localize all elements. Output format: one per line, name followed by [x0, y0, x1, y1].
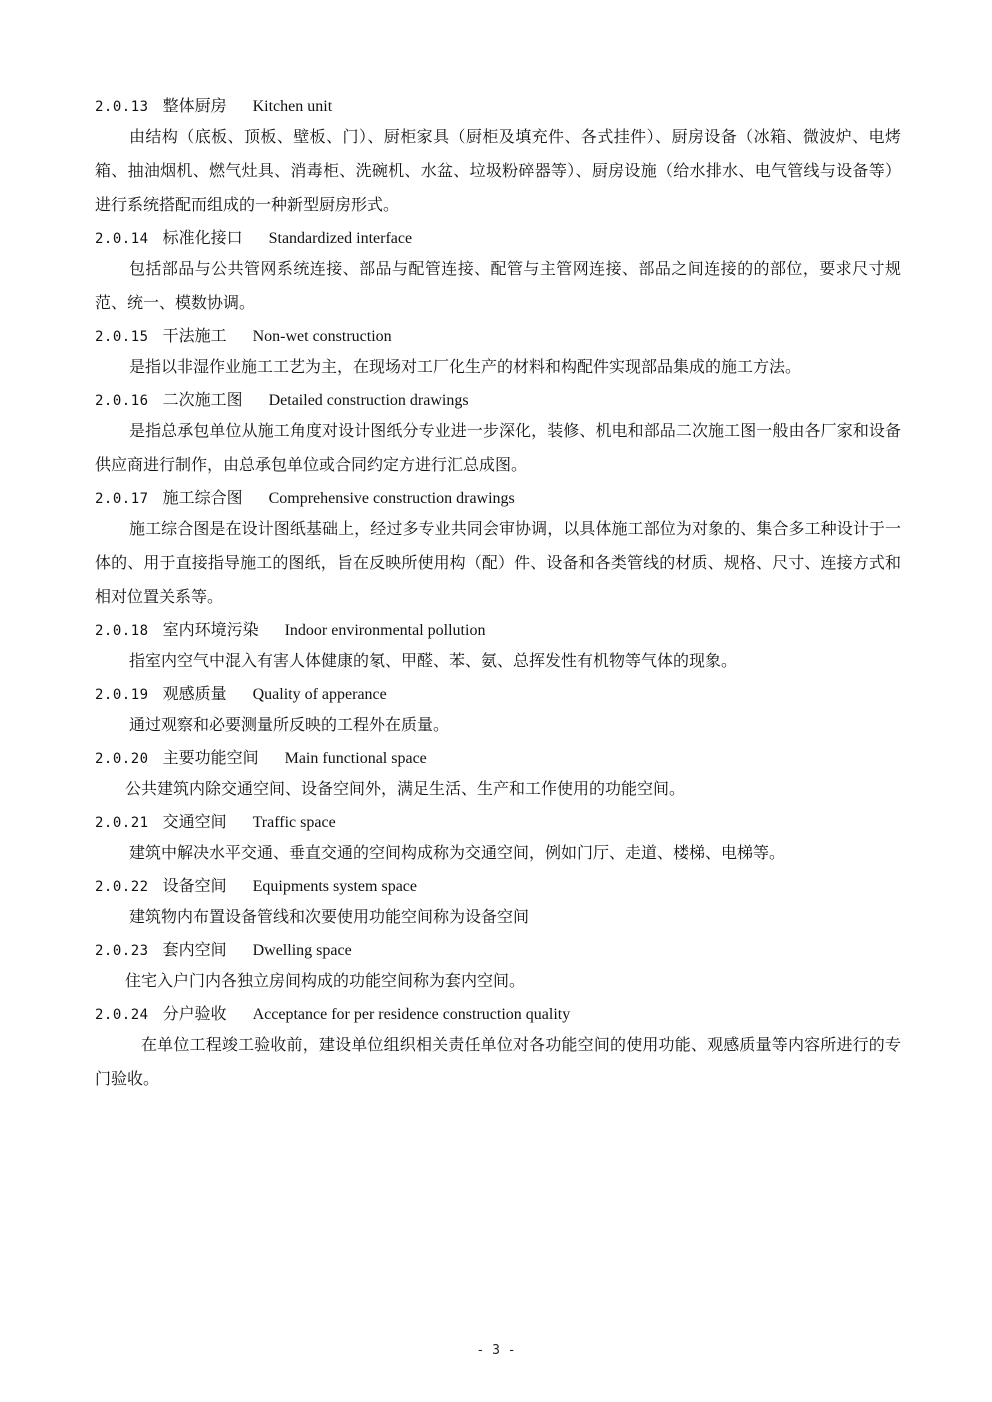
term-chinese-name: 施工综合图	[162, 488, 243, 507]
term-number: 2.0.14	[95, 231, 149, 247]
term-number: 2.0.23	[95, 943, 149, 959]
term-heading	[95, 616, 901, 644]
term-entry	[95, 386, 901, 484]
page-number: - 3 -	[476, 1343, 516, 1358]
term-entry	[95, 680, 901, 744]
term-definition: 包括部品与公共管网系统连接、部品与配管连接、配管与主管网连接、部品之间连接的的部位，要求尺寸规范、统一、模数协调。	[95, 259, 901, 312]
term-heading	[95, 744, 901, 772]
term-heading	[95, 386, 901, 414]
term-english-name: Dwelling space	[252, 942, 352, 959]
term-number: 2.0.21	[95, 815, 149, 831]
term-english-name: Detailed construction drawings	[268, 392, 469, 409]
term-entry	[95, 872, 901, 936]
term-chinese-name: 主要功能空间	[162, 748, 259, 767]
term-heading	[95, 484, 901, 512]
term-entry	[95, 808, 901, 872]
term-english-name: Standardized interface	[268, 230, 413, 247]
term-heading	[95, 92, 901, 120]
term-definition: 是指以非湿作业施工工艺为主，在现场对工厂化生产的材料和构配件实现部品集成的施工方法。	[129, 357, 802, 376]
term-chinese-name: 室内环境污染	[162, 620, 259, 639]
term-english-name: Non-wet construction	[252, 328, 392, 345]
term-entry	[95, 484, 901, 616]
term-number: 2.0.16	[95, 393, 149, 409]
term-chinese-name: 标准化接口	[162, 228, 243, 247]
term-definition: 指室内空气中混入有害人体健康的氡、甲醛、苯、氨、总挥发性有机物等气体的现象。	[129, 651, 738, 670]
term-entry	[95, 616, 901, 680]
term-english-name: Kitchen unit	[252, 98, 333, 115]
term-definition: 由结构（底板、顶板、壁板、门）、厨柜家具（厨柜及填充件、各式挂件）、厨房设备（冰箱、微波炉、电烤箱、抽油烟机、燃气灶具、消毒柜、洗碗机、水盆、垃圾粉碎器等）、厨房设施（给水排水、电气管线与设备等）进行系统搭配而组成的一种新型厨房形式。	[95, 127, 901, 214]
term-entry	[95, 936, 901, 1000]
term-english-name: Equipments system space	[252, 878, 418, 895]
term-chinese-name: 二次施工图	[162, 390, 243, 409]
term-definition: 建筑中解决水平交通、垂直交通的空间构成称为交通空间，例如门厅、走道、楼梯、电梯等。	[129, 843, 786, 862]
term-chinese-name: 交通空间	[162, 812, 227, 831]
term-chinese-name: 分户验收	[162, 1004, 227, 1023]
term-definition: 建筑物内布置设备管线和次要使用功能空间称为设备空间	[129, 907, 530, 926]
term-heading	[95, 680, 901, 708]
term-number: 2.0.22	[95, 879, 149, 895]
term-definition: 在单位工程竣工验收前，建设单位组织相关责任单位对各功能空间的使用功能、观感质量等内容所进行的专门验收。	[95, 1035, 901, 1088]
term-number: 2.0.20	[95, 751, 149, 767]
term-heading	[95, 322, 901, 350]
term-definition: 是指总承包单位从施工角度对设计图纸分专业进一步深化，装修、机电和部品二次施工图一般由各厂家和设备供应商进行制作，由总承包单位或合同约定方进行汇总成图。	[95, 421, 901, 474]
term-number: 2.0.13	[95, 99, 149, 115]
term-english-name: Traffic space	[252, 814, 336, 831]
term-number: 2.0.19	[95, 687, 149, 703]
term-entry	[95, 1000, 901, 1098]
term-chinese-name: 整体厨房	[162, 96, 227, 115]
term-english-name: Acceptance for per residence construction quality	[252, 1006, 571, 1023]
term-definition: 施工综合图是在设计图纸基础上，经过多专业共同会审协调，以具体施工部位为对象的、集合多工种设计于一体的、用于直接指导施工的图纸，旨在反映所使用构（配）件、设备和各类管线的材质、规格、尺寸、连接方式和相对位置关系等。	[95, 519, 901, 606]
term-english-name: Comprehensive construction drawings	[268, 490, 515, 507]
term-chinese-name: 套内空间	[162, 940, 227, 959]
term-english-name: Indoor environmental pollution	[284, 622, 486, 639]
term-entry	[95, 322, 901, 386]
term-entry	[95, 224, 901, 322]
term-number: 2.0.24	[95, 1007, 149, 1023]
document-page-content	[95, 92, 901, 1098]
term-definition: 住宅入户门内各独立房间构成的功能空间称为套内空间。	[125, 971, 526, 990]
term-heading	[95, 224, 901, 252]
term-number: 2.0.18	[95, 623, 149, 639]
term-definition: 通过观察和必要测量所反映的工程外在质量。	[129, 715, 450, 734]
term-number: 2.0.17	[95, 491, 149, 507]
term-number: 2.0.15	[95, 329, 149, 345]
term-chinese-name: 干法施工	[162, 326, 227, 345]
term-heading	[95, 808, 901, 836]
term-heading	[95, 1000, 901, 1028]
term-chinese-name: 设备空间	[162, 876, 227, 895]
term-heading	[95, 872, 901, 900]
term-heading	[95, 936, 901, 964]
term-entry	[95, 744, 901, 808]
term-english-name: Main functional space	[284, 750, 427, 767]
term-definition: 公共建筑内除交通空间、设备空间外，满足生活、生产和工作使用的功能空间。	[125, 779, 686, 798]
term-entry	[95, 92, 901, 224]
term-chinese-name: 观感质量	[162, 684, 227, 703]
term-english-name: Quality of apperance	[252, 686, 387, 703]
